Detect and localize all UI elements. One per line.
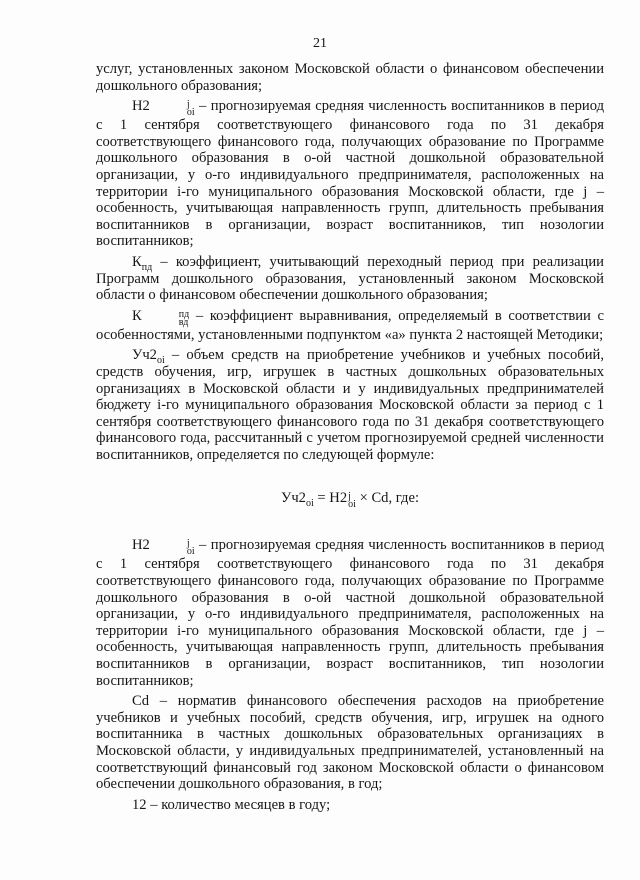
document-body <box>96 61 604 813</box>
paragraph-h2-definition-repeat: Н2 j oi – прогнозируемая средняя численность воспитанников в период с 1 сентября соответствующего финансового года по 31 декабря соответствующего финансового года, получающих образование по Программе дошкольного образования в o-ой частной дошкольной образовательной организации, у o-го индивидуального предпринимателя, расположенных на территории i-го муниципального образования Московской области, где j – особенность, учитывающая направленность групп, длительность пребывания воспитанников в организации, возраст воспитанников, тип нозологии воспитанников; <box>96 537 604 689</box>
paragraph-months: 12 – количество месяцев в году; <box>132 796 331 813</box>
paragraph-cd-definition: Cd – норматив финансового обеспечения расходов на приобретение учебников и учебных пособий, средств обучения, игр, игрушек на одного воспитанника в частных дошкольных образовательных организациях в Московской области, у индивидуальных предпринимателей, установленный на соответствующий финансовый год законом Московской области о финансовом обеспечении дошкольного образования, в год; <box>96 693 604 793</box>
paragraph-h2-definition: Н2 j oi – прогнозируемая средняя численность воспитанников в период с 1 сентября соответствующего финансового года по 31 декабря соответствующего финансового года, получающих образование по Программе дошкольного образования в o-ой частной дошкольной образовательной организации, у o-го индивидуального предпринимателя, расположенных на территории i-го муниципального образования Московской области, где j – особенность, учитывающая направленность групп, длительность пребывания воспитанников в организации, возраст воспитанников, тип нозологии воспитанников; <box>96 98 604 250</box>
paragraph-services: услуг, установленных законом Московской области о финансовом обеспечении дошкольного образования; <box>96 61 604 94</box>
symbol-h2: Н2 j oi <box>132 98 195 119</box>
paragraph-kpd-definition: $К_{пд}$ – коэффициент, учитывающий переходный период при реализации Программ дошкольного образования, установленный законом Московской области о финансовом обеспечении дошкольного образования; <box>96 253 604 304</box>
paragraph-kvd-definition: К пд вд – коэффициент выравнивания, определяемый в соответствии с особенностями, установленными подпунктом «а» пункта 2 настоящей Методики; <box>96 307 604 343</box>
page-number: 21 <box>313 36 327 51</box>
paragraph-uch2-definition: $Уч2_{oi}$ – объем средств на приобретение учебников и учебных пособий, средств обучения, игр, игрушек в частных дошкольных образовательных организациях в Московской области и у индивидуальных предпринимателей бюджету i-го муниципального образования Московской области за период с 1 сентября соответствующего финансового года по 31 декабря соответствующего финансового года, рассчитанный с учетом прогнозируемой средней численности воспитанников, определяется по следующей формуле: <box>96 347 604 463</box>
symbol-h2: Н2 j oi <box>132 537 195 558</box>
formula-uch2: $Уч2_{oi} = Н2$ j oi × Cd, где: <box>281 490 419 511</box>
symbol-kpd: $К_{пд}$ <box>132 253 153 273</box>
symbol-uch2: $Уч2_{oi}$ <box>132 347 165 367</box>
symbol-kvd: К пд вд <box>132 307 190 328</box>
